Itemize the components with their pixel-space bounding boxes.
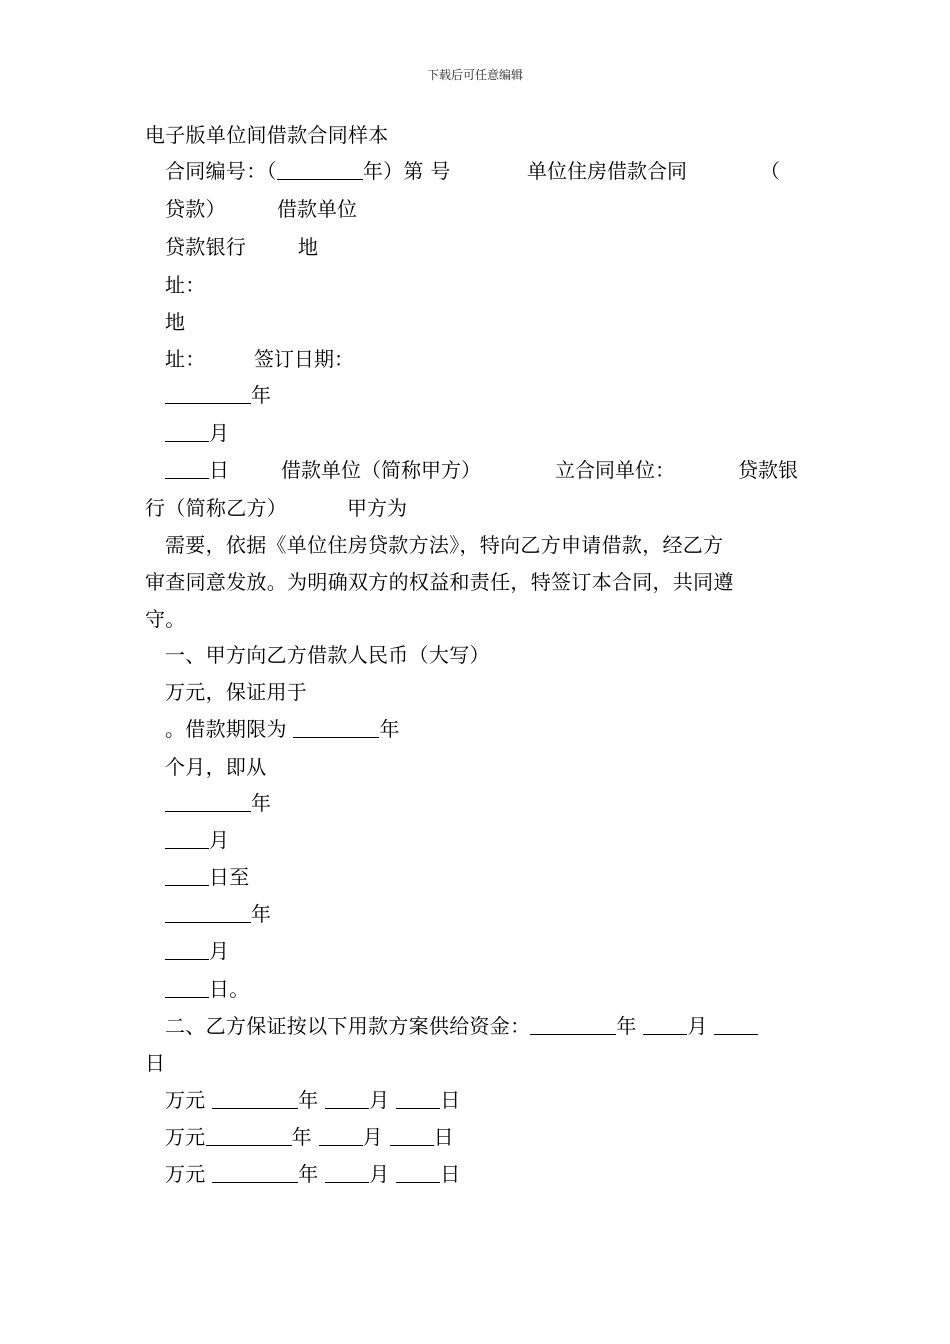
start-day-line [165, 864, 250, 890]
blank-field [396, 1164, 440, 1183]
bank-short-label: 贷款银 [738, 458, 798, 482]
blank-field [206, 1127, 292, 1146]
blank-field [165, 385, 251, 404]
paragraph-line-2: 审查同意发放。为明确双方的权益和责任，特签订本合同，共同遵 [145, 570, 734, 594]
day-label: 日 [433, 1125, 454, 1149]
paragraph-line-1: 需要，依据《单位住房贷款方法》，特向乙方申请借款，经乙方 [165, 533, 724, 557]
address-char-2: 地 [165, 310, 186, 334]
start-year-line [165, 790, 271, 816]
contract-number-suffix: 年）第 号 [362, 159, 451, 183]
sign-day-line [165, 457, 229, 483]
section-1-purpose: 万元，保证用于 [165, 680, 308, 704]
blank-field [165, 460, 209, 479]
year-label: 年 [251, 791, 272, 815]
blank-field [165, 793, 251, 812]
contract-name: 单位住房借款合同 [527, 159, 687, 183]
blank-field [714, 1016, 758, 1035]
start-month-line [165, 827, 229, 853]
header-note: 下载后可任意编辑 [426, 68, 523, 82]
end-year-line [165, 901, 271, 927]
blank-field [212, 1090, 298, 1109]
blank-field [165, 979, 209, 998]
year-label: 年 [251, 902, 272, 926]
section-2-heading [165, 1013, 758, 1039]
month-label: 月 [362, 1125, 383, 1149]
contract-unit-label: 立合同单位： [555, 458, 675, 482]
section-2-day: 日 [145, 1051, 166, 1075]
schedule-row [165, 1087, 461, 1113]
day-label: 日 [209, 458, 230, 482]
borrower-label: 借款单位 [277, 197, 357, 221]
blank-field [325, 1090, 369, 1109]
blank-field [643, 1016, 687, 1035]
schedule-row [165, 1161, 461, 1187]
end-day-line [165, 976, 250, 1002]
section-1-heading: 一、甲方向乙方借款人民币（大写） [165, 643, 490, 667]
blank-field [165, 941, 209, 960]
month-label: 月 [209, 421, 230, 445]
sign-date-label: 签订日期： [254, 347, 354, 371]
day-label: 日 [440, 1162, 461, 1186]
amount-label: 万元 [165, 1125, 206, 1149]
month-label: 月 [209, 939, 230, 963]
blank-field [390, 1127, 434, 1146]
month-label: 月 [209, 828, 230, 852]
blank-field [293, 719, 379, 738]
blank-field [212, 1164, 298, 1183]
section-1-term [165, 716, 400, 742]
term-label: 。借款期限为 [165, 717, 287, 741]
paragraph-line-3: 守。 [145, 607, 186, 631]
loan-type: 贷款） [165, 197, 226, 221]
schedule-row [165, 1124, 454, 1150]
month-label: 月 [369, 1088, 390, 1112]
blank-field [165, 867, 209, 886]
blank-field [165, 904, 251, 923]
sign-year-line [165, 382, 271, 408]
amount-label: 万元 [165, 1162, 206, 1186]
day-label: 日 [440, 1088, 461, 1112]
blank-field [319, 1127, 363, 1146]
blank-field [165, 830, 209, 849]
amount-label: 万元 [165, 1088, 206, 1112]
day-end-label: 日。 [209, 977, 250, 1001]
section-1-months: 个月，即从 [165, 755, 267, 779]
year-label: 年 [379, 717, 400, 741]
blank-field [530, 1016, 616, 1035]
year-label: 年 [298, 1162, 319, 1186]
address-char: 地 [298, 235, 318, 259]
party-b-label: 行（简称乙方） [145, 496, 288, 520]
year-label: 年 [298, 1088, 319, 1112]
contract-number-label: 合同编号：（ [165, 159, 277, 183]
end-month-line [165, 938, 229, 964]
address-label-1: 址： [165, 273, 206, 297]
month-label: 月 [369, 1162, 390, 1186]
paren-open: （ [760, 159, 780, 183]
bank-label: 贷款银行 [165, 235, 247, 259]
blank-field [325, 1164, 369, 1183]
sign-month-line [165, 420, 229, 446]
month-label: 月 [687, 1014, 708, 1038]
day-to-label: 日至 [209, 865, 250, 889]
year-label: 年 [251, 383, 272, 407]
blank-field [396, 1090, 440, 1109]
contract-number-line [165, 158, 451, 184]
section-2-label: 二、乙方保证按以下用款方案供给资金： [165, 1014, 531, 1038]
year-label: 年 [291, 1125, 312, 1149]
document-title: 电子版单位间借款合同样本 [145, 123, 389, 147]
blank-field [165, 423, 209, 442]
party-a-purpose: 甲方为 [347, 496, 407, 520]
year-label: 年 [616, 1014, 637, 1038]
party-a-label: 借款单位（简称甲方） [281, 458, 481, 482]
blank-field [277, 161, 363, 180]
address-label-2: 址： [165, 347, 206, 371]
